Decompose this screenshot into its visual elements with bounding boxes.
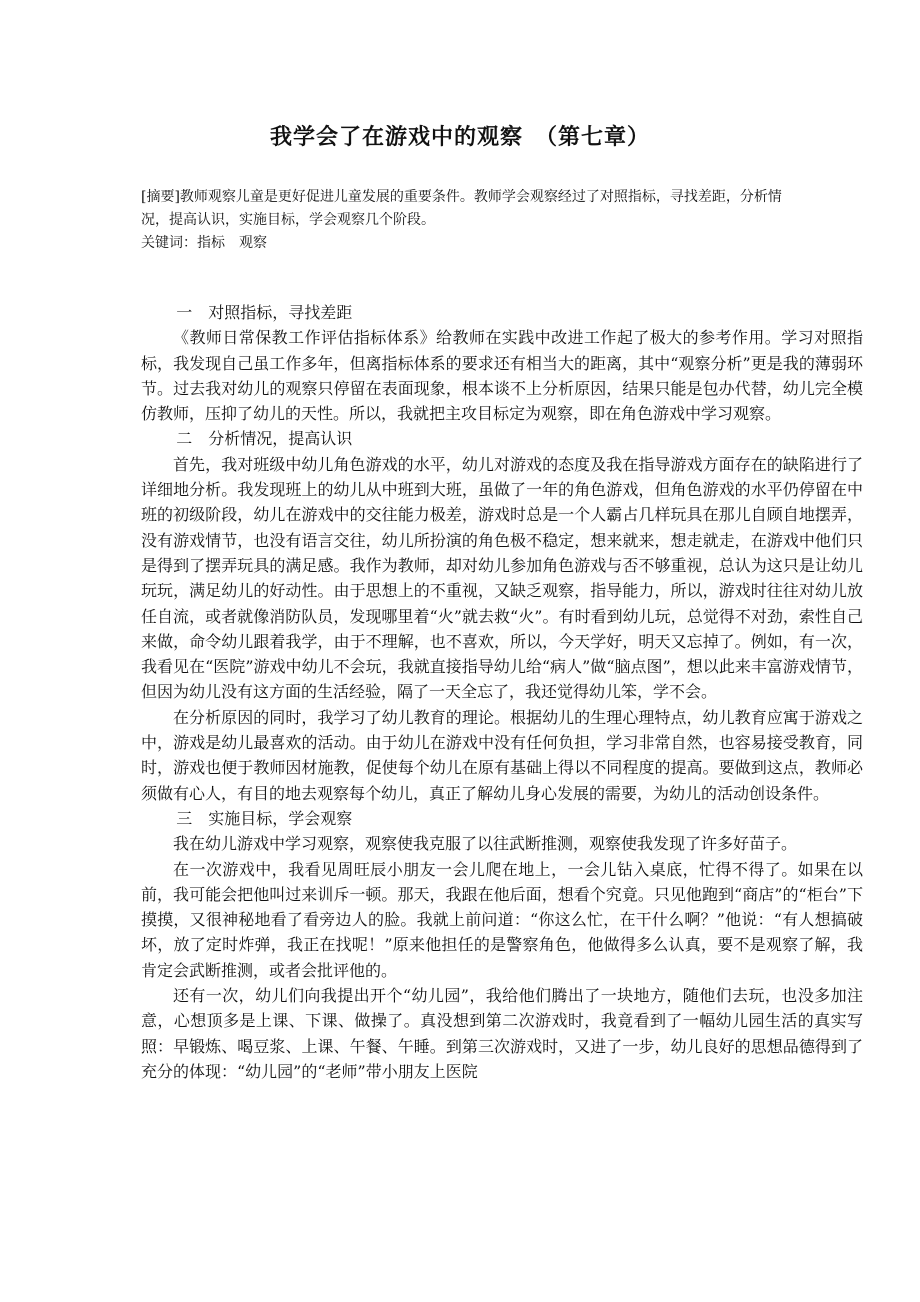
- keywords-line: 关键词：指标 观察: [141, 235, 267, 251]
- abstract-block: [141, 186, 801, 255]
- document-title: 我学会了在游戏中的观察 （第七章）: [269, 124, 650, 150]
- body-paragraph: 在分析原因的同时，我学习了幼儿教育的理论。根据幼儿的生理心理特点，幼儿教育应寓于游戏之中，游戏是幼儿最喜欢的活动。由于幼儿在游戏中没有任何负担，学习非常自然，也容易接受教育，同时，游戏也便于教师因材施教，促使每个幼儿在原有基础上得以不同程度的提高。要做到这点，教师必须做有心人，有目的地去观察每个幼儿，真正了解幼儿身心发展的需要，为幼儿的活动创设条件。: [141, 707, 863, 803]
- section-heading-2: 二 分析情况，提高认识: [176, 429, 353, 449]
- section-heading-1: 一 对照指标，寻找差距: [176, 303, 353, 322]
- body-paragraph: 还有一次，幼儿们向我提出开个“幼儿园”，我给他们腾出了一块地方，随他们去玩，也没多加注意，心想顶多是上课、下课、做操了。真没想到第二次游戏时，我竟看到了一幅幼儿园生活的真实写照：早锻炼、喝豆浆、上课、午餐、午睡。到第三次游戏时，又进了一步，幼儿良好的思想品德得到了充分的体现：“幼儿园”的“老师”带小朋友上医院: [141, 986, 863, 1081]
- body-paragraph: 《教师日常保教工作评估指标体系》给教师在实践中改进工作起了极大的参考作用。学习对照指标，我发现自己虽工作多年，但离指标体系的要求还有相当大的距离，其中“观察分析”更是我的薄弱环节。过去我对幼儿的观察只停留在表面现象，根本谈不上分析原因，结果只能是包办代替，幼儿完全模仿教师，压抑了幼儿的天性。所以，我就把主攻目标定为观察，即在角色游戏中学习观察。: [141, 328, 863, 424]
- body-paragraph: 我在幼儿游戏中学习观察，观察使我克服了以往武断推测，观察使我发现了许多好苗子。: [173, 834, 798, 854]
- abstract-text: [摘要]教师观察儿童是更好促进儿童发展的重要条件。教师学会观察经过了对照指标，寻找差距，分析情况，提高认识，实施目标，学会观察几个阶段。: [141, 189, 782, 228]
- document-body: [141, 300, 863, 1084]
- body-paragraph: 首先，我对班级中幼儿角色游戏的水平，幼儿对游戏的态度及我在指导游戏方面存在的缺陷进行了详细地分析。我发现班上的幼儿从中班到大班，虽做了一年的角色游戏，但角色游戏的水平仍停留在中班的初级阶段，幼儿在游戏中的交往能力极差，游戏时总是一个人霸占几样玩具在那儿自顾自地摆弄，没有游戏情节，也没有语言交往，幼儿所扮演的角色极不稳定，想来就来，想走就走，在游戏中他们只是得到了摆弄玩具的满足感。我作为教师，却对幼儿参加角色游戏与否不够重视，总认为这只是让幼儿玩玩，满足幼儿的好动性。由于思想上的不重视，又缺乏观察，指导能力，所以，游戏时往往对幼儿放任自流，或者就像消防队员，发现哪里着“火”就去救“火”。有时看到幼儿玩，总觉得不对劲，索性自己来做，命令幼儿跟着我学，由于不理解，也不喜欢，所以，今天学好，明天又忘掉了。例如，有一次，我看见在“医院”游戏中幼儿不会玩，我就直接指导幼儿给“病人”做“脑点图”，想以此来丰富游戏情节，但因为幼儿没有这方面的生活经验，隔了一天全忘了，我还觉得幼儿笨，学不会。: [141, 454, 863, 702]
- section-heading-3: 三 实施目标，学会观察: [176, 808, 353, 828]
- body-paragraph: 在一次游戏中，我看见周旺辰小朋友一会儿爬在地上，一会儿钻入桌底，忙得不得了。如果在以前，我可能会把他叫过来训斥一顿。那天，我跟在他后面，想看个究竟。只见他跑到“商店”的“柜台”下摸摸，又很神秘地看了看旁边人的脸。我就上前问道：“你这么忙，在干什么啊？”他说：“有人想搞破坏，放了定时炸弹，我正在找呢！”原来他担任的是警察角色，他做得多么认真，要不是观察了解，我肯定会武断推测，或者会批评他的。: [141, 859, 863, 980]
